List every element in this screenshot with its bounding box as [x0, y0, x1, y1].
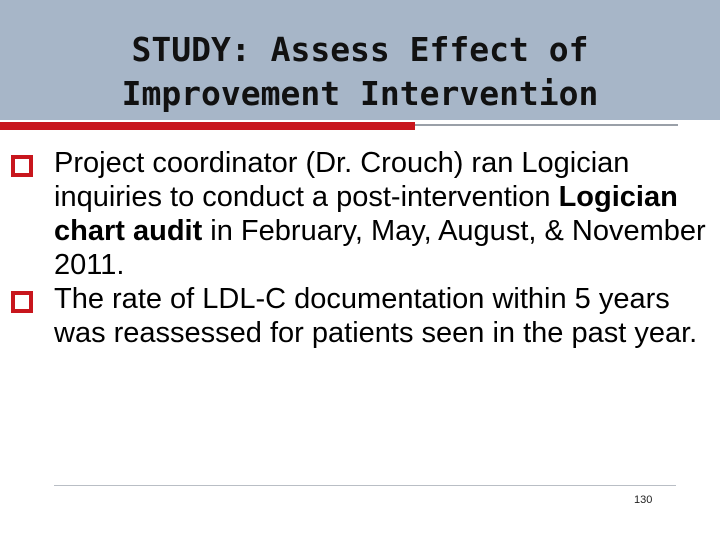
title-underline-red: [0, 122, 415, 130]
bullet-item-2: [0, 282, 720, 350]
bullet-item-1: [0, 146, 720, 282]
bullet-1-bold-text: Logician chart audit: [54, 181, 678, 247]
page-number: 130: [634, 494, 653, 506]
bullet-1-text: Project coordinator (Dr. Crouch) ran Logician inquiries to conduct a post-intervention: [54, 147, 630, 213]
title-underline-gray: [415, 124, 678, 126]
square-bullet-icon: [11, 291, 33, 313]
slide-title: [0, 28, 720, 116]
square-bullet-icon: [11, 155, 33, 177]
bullet-list: [0, 146, 720, 350]
slide-title-line-2: Improvement Intervention: [121, 74, 599, 113]
footer-divider: [54, 485, 676, 486]
bullet-2-text: The rate of LDL-C documentation within 5 years was reassessed for patients seen in the past year.: [54, 283, 698, 349]
bullet-1-text-end: in February, May, August, & November 2011.: [54, 215, 706, 281]
slide-title-line-1: STUDY: Assess Effect of: [131, 30, 589, 69]
